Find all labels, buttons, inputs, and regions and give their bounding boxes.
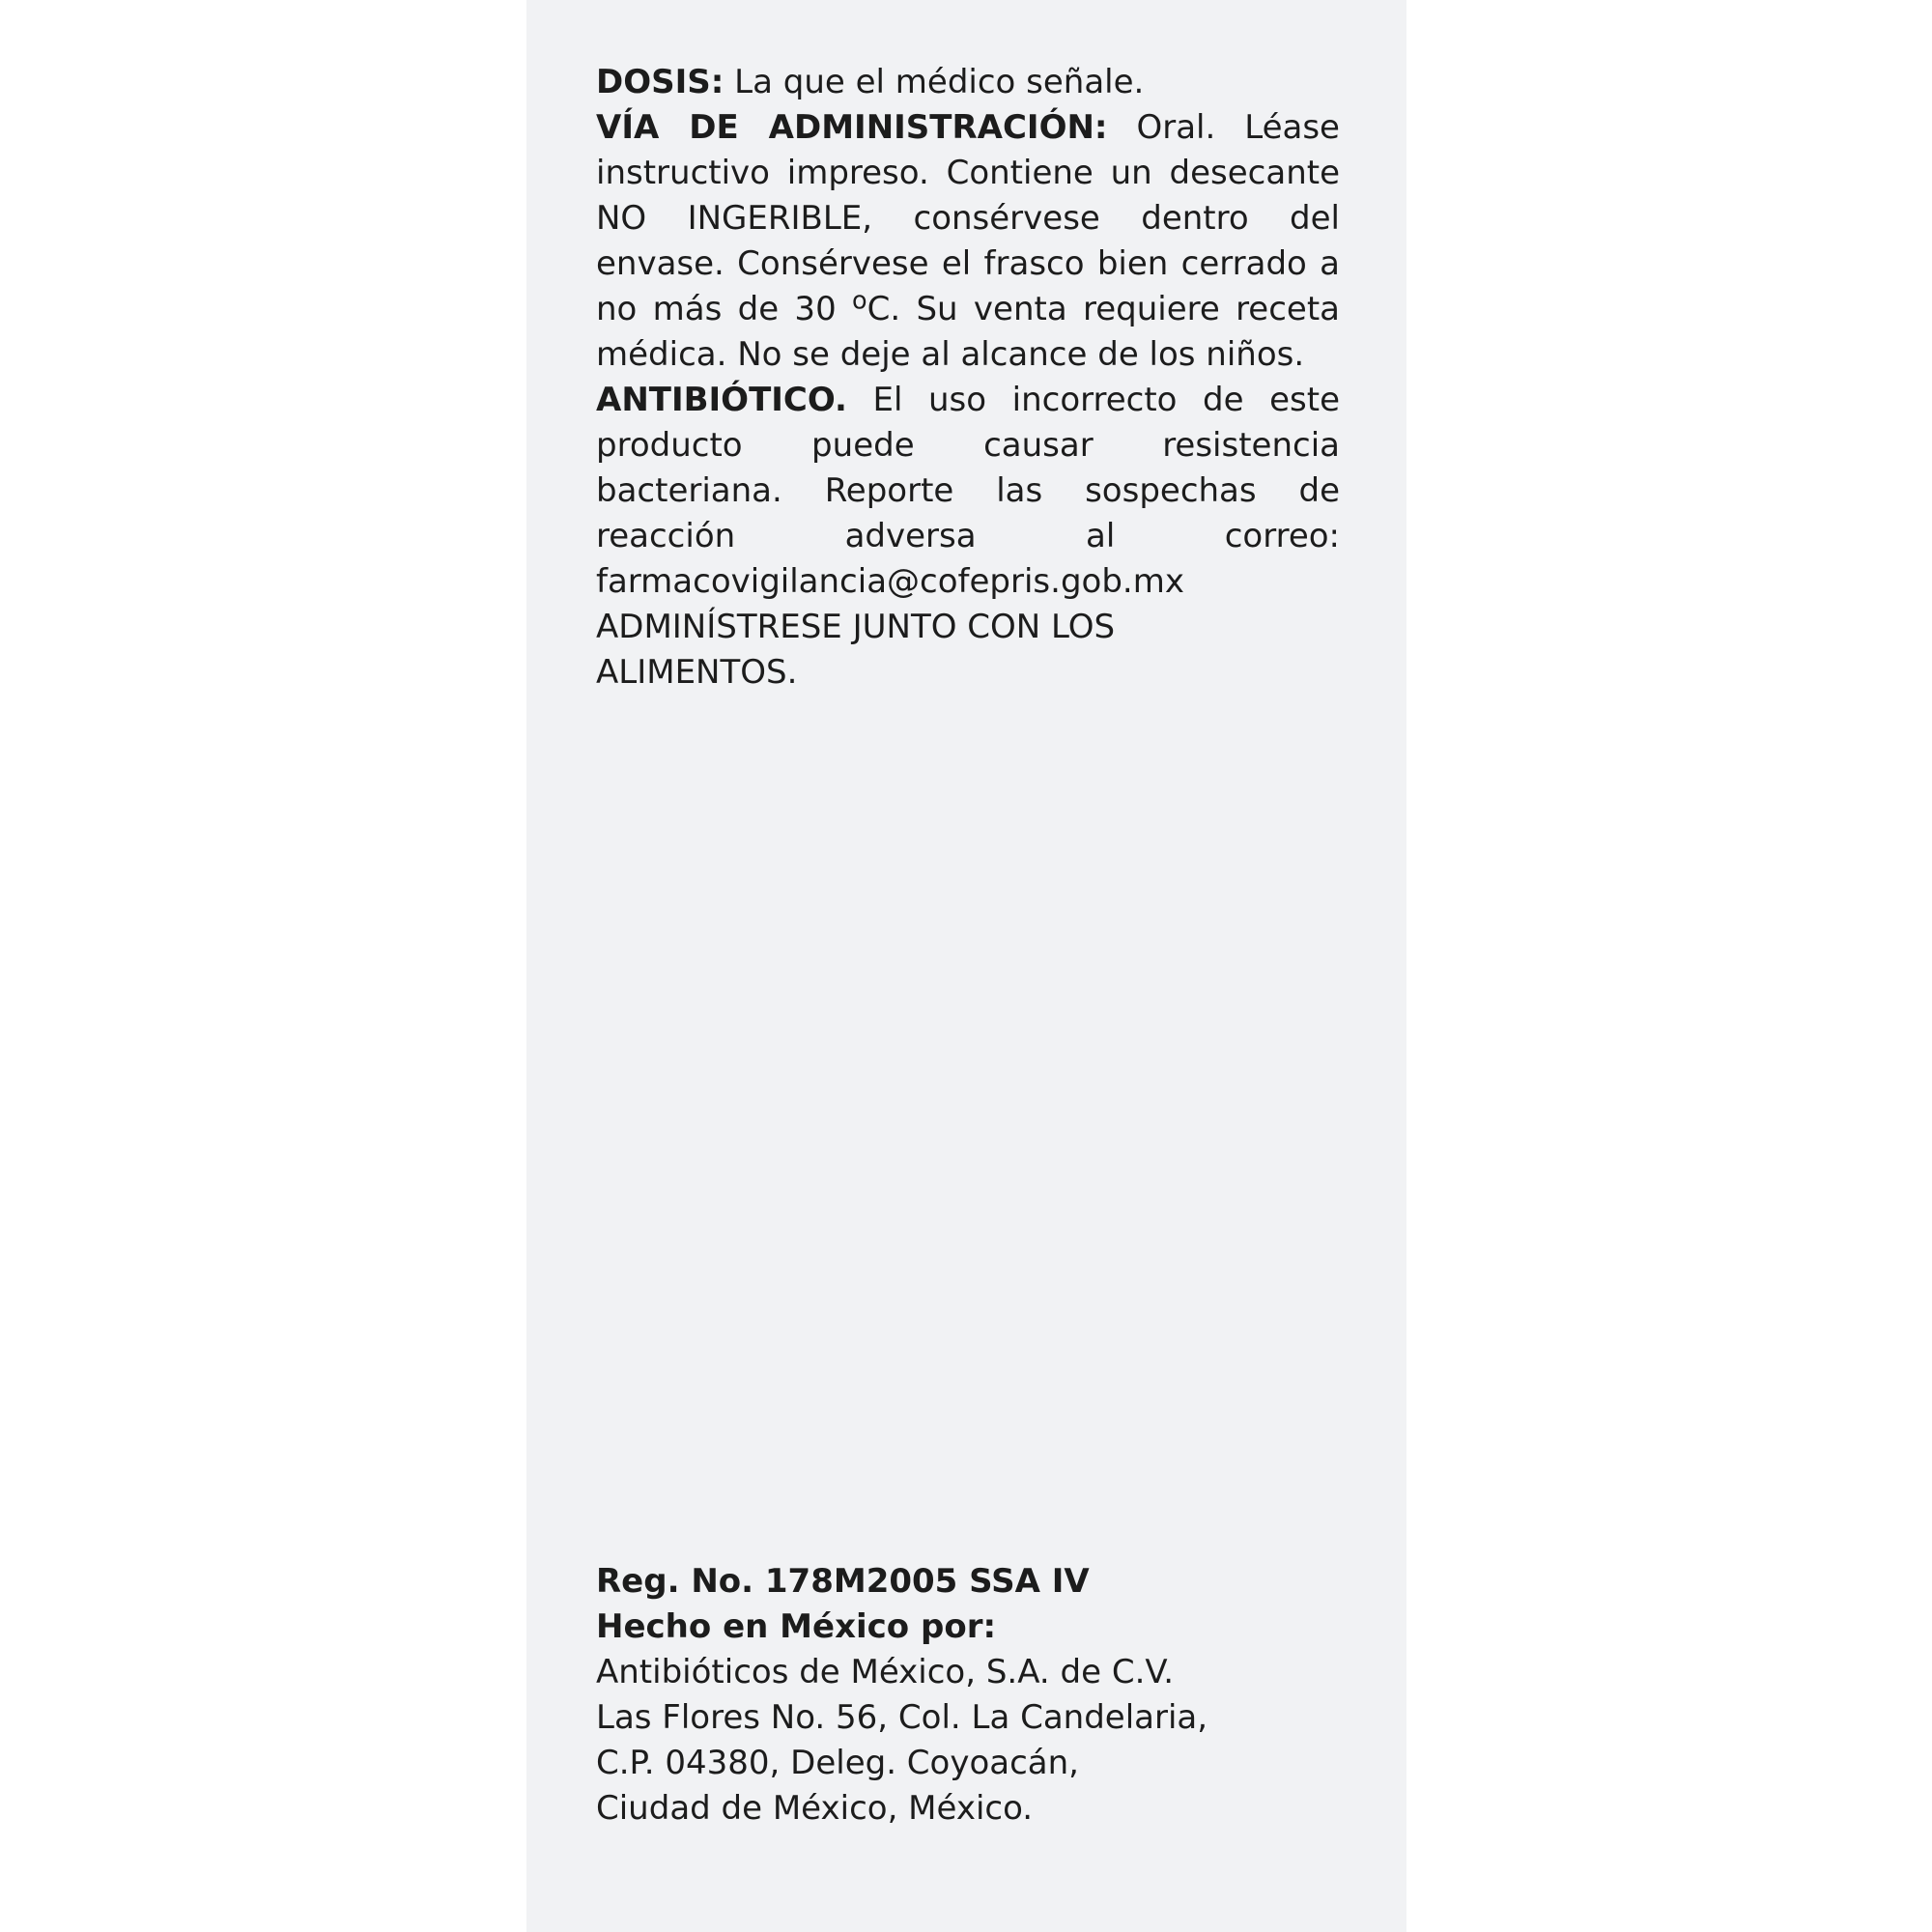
dosis-paragraph	[596, 60, 1340, 105]
label-panel	[526, 0, 1406, 1932]
made-in-heading: Hecho en México por:	[596, 1607, 997, 1646]
via-text: Oral. Léase instructivo impreso. Contiene un desecante NO INGERIBLE, consérvese dentro del envase. Consérvese el frasco bien cerrado a no más de 30	[596, 108, 1340, 328]
manufacturer-block	[596, 1559, 1340, 1832]
administrese-line-1: ADMINÍSTRESE JUNTO CON LOS	[596, 608, 1116, 646]
registration-number: Reg. No. 178M2005 SSA IV	[596, 1562, 1090, 1601]
via-text-continued: C. Su venta requiere receta médica. No se deje al alcance de los niños.	[596, 290, 1341, 374]
instructions-block	[596, 60, 1340, 605]
company-name: Antibióticos de México, S.A. de C.V.	[596, 1653, 1175, 1691]
dosis-text: La que el médico señale.	[724, 63, 1145, 101]
via-label: VÍA DE ADMINISTRACIÓN:	[596, 108, 1108, 147]
degree-symbol: o	[852, 286, 867, 316]
address-line-2: C.P. 04380, Deleg. Coyoacán,	[596, 1744, 1079, 1782]
administrese-line-2: ALIMENTOS.	[596, 653, 798, 692]
address-line-1: Las Flores No. 56, Col. La Candelaria,	[596, 1698, 1208, 1737]
address-line-3: Ciudad de México, México.	[596, 1789, 1034, 1828]
administrese-block	[596, 605, 1340, 696]
antibiotico-paragraph	[596, 378, 1340, 605]
via-paragraph	[596, 105, 1340, 378]
dosis-label: DOSIS:	[596, 63, 724, 101]
antibiotico-label: ANTIBIÓTICO.	[596, 381, 847, 419]
antibiotico-text: El uso incorrecto de este producto puede causar resistencia bacteriana. Reporte las sospechas de reacción adversa al correo: farmacovigilancia@cofepris.gob.mx	[596, 381, 1340, 601]
